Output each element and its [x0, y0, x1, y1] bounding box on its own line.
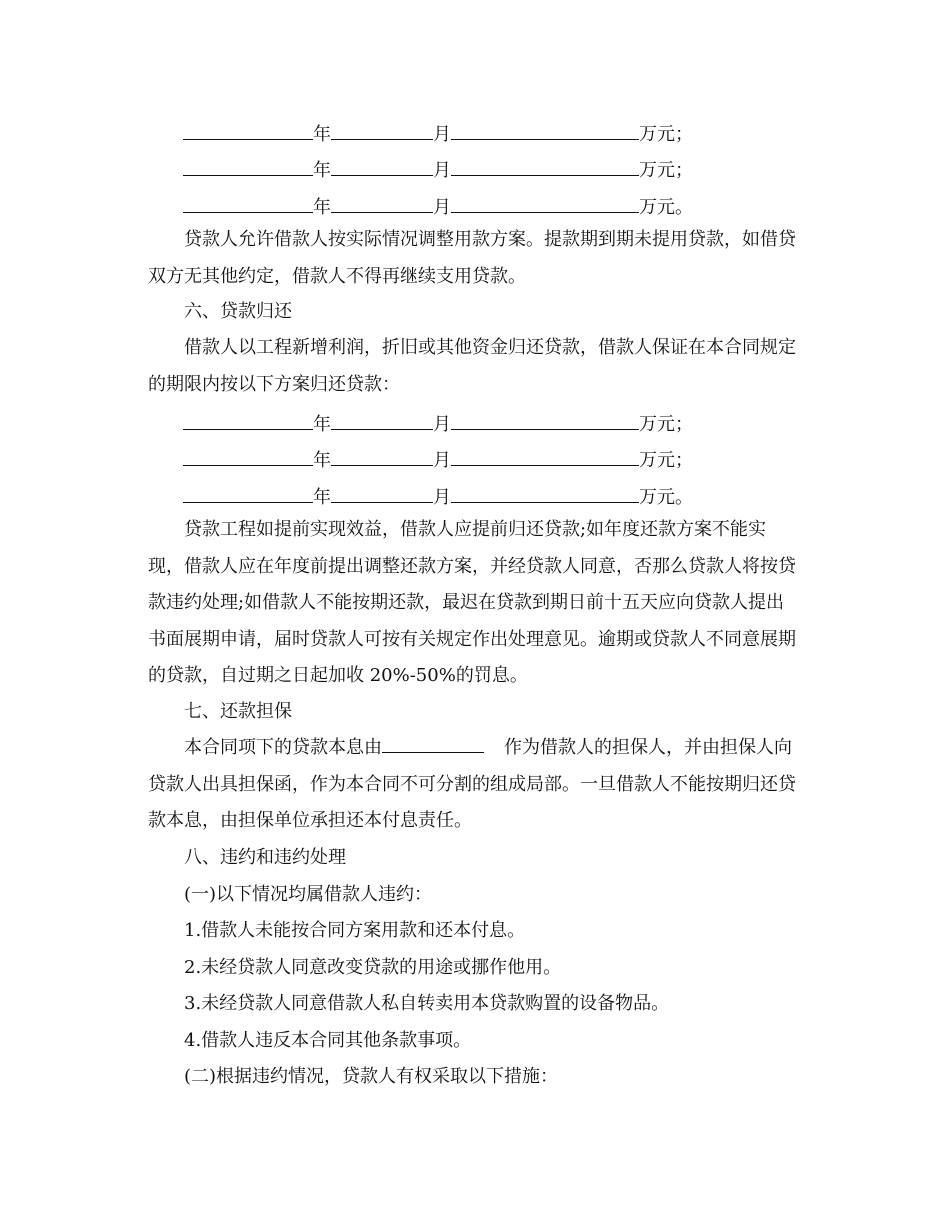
schedule-row — [183, 446, 693, 470]
paragraph-repayment — [148, 330, 802, 403]
unit-label: 万元。 — [639, 487, 693, 508]
blank-line — [451, 447, 639, 466]
month-label: 月 — [433, 124, 451, 145]
schedule-row — [183, 410, 693, 434]
blank-line — [331, 157, 433, 176]
paragraph-text: 作为借款人的担保人，并由担保人向贷款人出具担保函，作为本合同不可分割的组成局部。一旦借款人不能按期归还贷款本息，由担保单位承担还本付息责任。 — [148, 737, 796, 831]
year-label: 年 — [313, 160, 331, 181]
blank-line — [451, 121, 639, 140]
schedule-row — [183, 483, 693, 507]
list-item: 4.借款人违反本合同其他条款事项。 — [184, 1030, 472, 1051]
blank-line — [331, 411, 433, 430]
list-item: 1.借款人未能按合同方案用款和还本付息。 — [184, 920, 526, 941]
blank-line — [331, 484, 433, 503]
list-item: 2.未经贷款人同意改变贷款的用途或挪作他用。 — [184, 957, 562, 978]
blank-line — [451, 157, 639, 176]
schedule-row — [183, 193, 693, 217]
blank-line — [183, 411, 313, 430]
paragraph-text: 本合同项下的贷款本息由 — [184, 737, 382, 758]
blank-line — [451, 194, 639, 213]
subsection-1: (一)以下情况均属借款人违约： — [184, 884, 433, 905]
unit-label: 万元； — [639, 160, 693, 181]
year-label: 年 — [313, 124, 331, 145]
blank-line — [183, 447, 313, 466]
blank-line — [331, 194, 433, 213]
paragraph-guarantee — [148, 730, 802, 840]
year-label: 年 — [313, 487, 331, 508]
blank-line — [331, 121, 433, 140]
guarantor-blank — [382, 734, 484, 753]
month-label: 月 — [433, 160, 451, 181]
unit-label: 万元； — [639, 124, 693, 145]
subsection-2: (二)根据违约情况，贷款人有权采取以下措施： — [184, 1066, 559, 1087]
unit-label: 万元； — [639, 414, 693, 435]
section-6-title: 六、贷款归还 — [184, 301, 292, 322]
year-label: 年 — [313, 414, 331, 435]
schedule-row — [183, 156, 693, 180]
blank-line — [183, 157, 313, 176]
paragraph-text: 贷款人允许借款人按实际情况调整用款方案。提款期到期未提用贷款，如借贷双方无其他约定，借款人不得再继续支用贷款。 — [148, 229, 796, 287]
month-label: 月 — [433, 414, 451, 435]
section-8-title: 八、违约和违约处理 — [184, 847, 346, 868]
blank-line — [331, 447, 433, 466]
month-label: 月 — [433, 450, 451, 471]
section-7-title: 七、还款担保 — [184, 701, 292, 722]
paragraph-adjust-plan — [148, 222, 802, 295]
paragraph-early-repayment — [148, 512, 802, 695]
year-label: 年 — [313, 197, 331, 218]
blank-line — [451, 411, 639, 430]
schedule-row — [183, 120, 693, 144]
blank-line — [451, 484, 639, 503]
unit-label: 万元。 — [639, 197, 693, 218]
month-label: 月 — [433, 197, 451, 218]
list-item: 3.未经贷款人同意借款人私自转卖用本贷款购置的设备物品。 — [184, 993, 670, 1014]
unit-label: 万元； — [639, 450, 693, 471]
blank-line — [183, 484, 313, 503]
blank-line — [183, 121, 313, 140]
paragraph-text: 贷款工程如提前实现效益，借款人应提前归还贷款;如年度还款方案不能实现，借款人应在年度前提出调整还款方案，并经贷款人同意，否那么贷款人将按贷款违约处理;如借款人不能按期还款，最迟在贷款到期日前十五天应向贷款人提出书面展期申请，届时贷款人可按有关规定作出处理意见。逾期或贷款人不同意展期的贷款，自过期之日起加收 20%-50%的罚息。 — [148, 519, 796, 686]
year-label: 年 — [313, 450, 331, 471]
month-label: 月 — [433, 487, 451, 508]
paragraph-text: 借款人以工程新增利润，折旧或其他资金归还贷款，借款人保证在本合同规定的期限内按以下方案归还贷款： — [148, 337, 796, 395]
blank-line — [183, 194, 313, 213]
